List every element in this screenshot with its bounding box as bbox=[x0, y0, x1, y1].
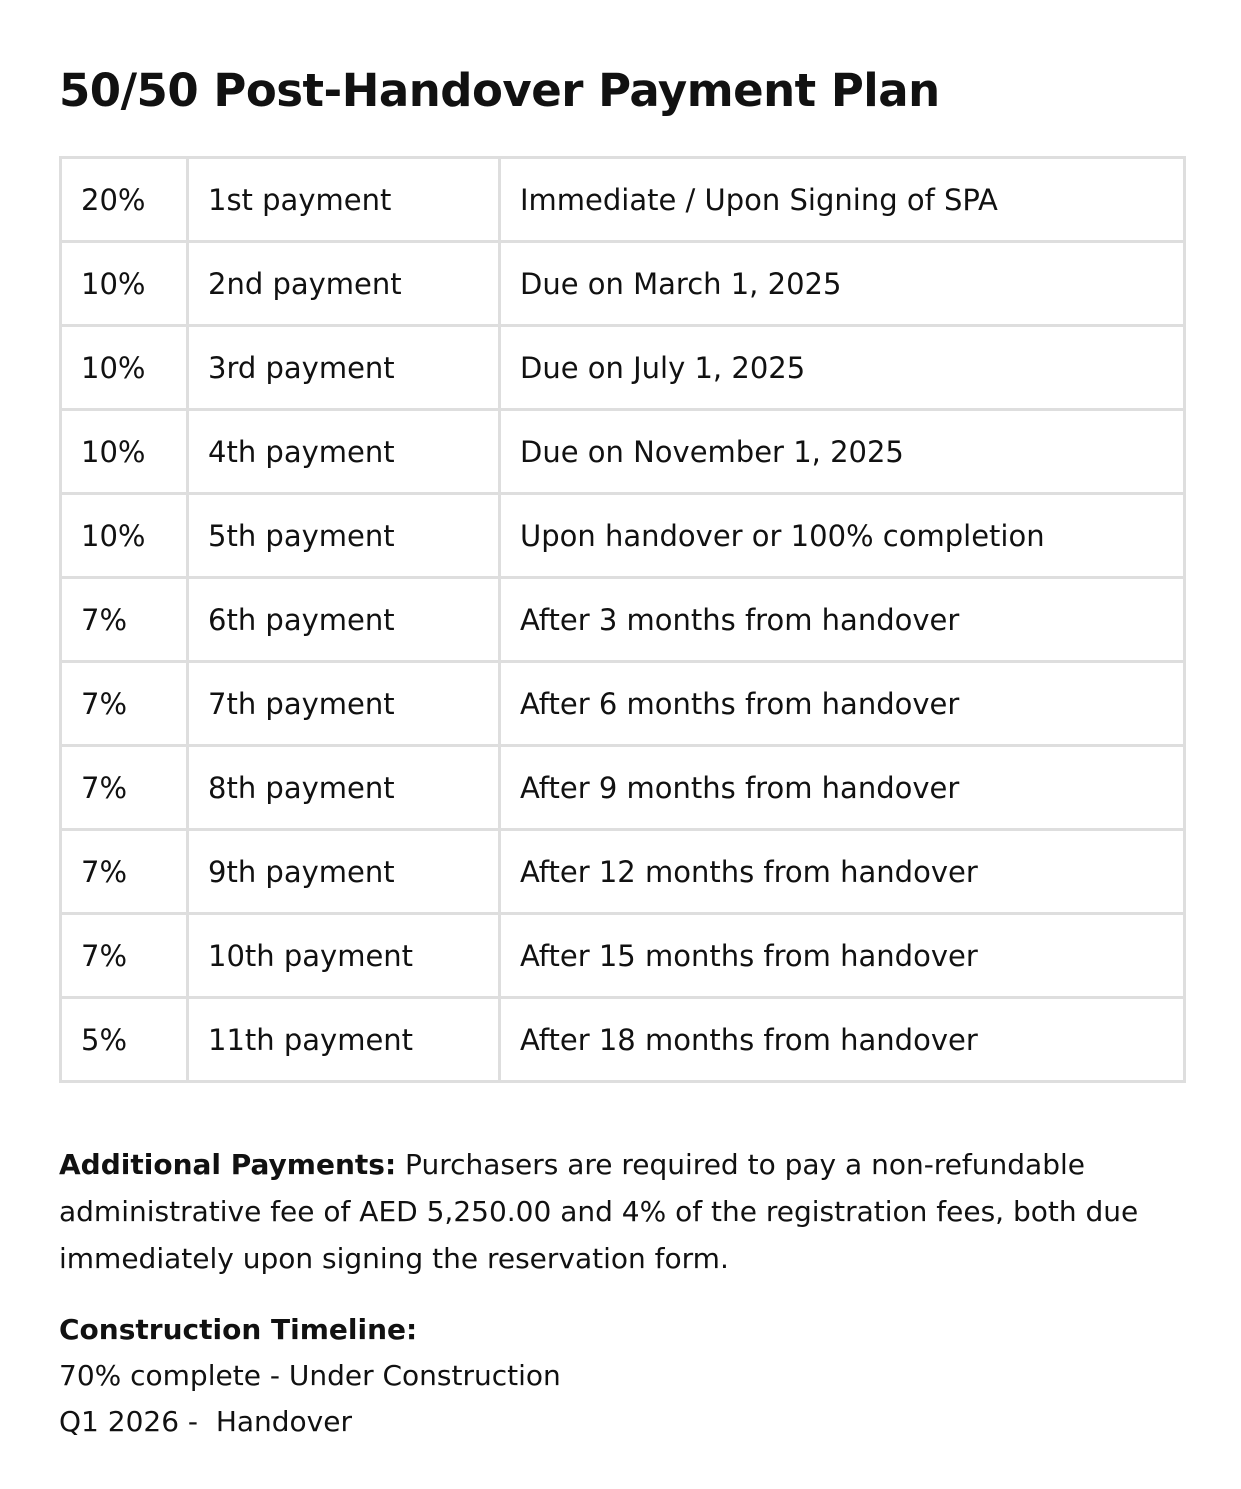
timeline-line-progress: 70% complete - Under Construction bbox=[59, 1359, 561, 1392]
payment-percent-cell: 10% bbox=[61, 326, 188, 410]
payment-percent-cell: 10% bbox=[61, 242, 188, 326]
construction-timeline-heading bbox=[59, 1307, 1183, 1353]
payment-label-cell: 2nd payment bbox=[188, 242, 500, 326]
construction-timeline-heading-text: Construction Timeline: bbox=[59, 1313, 418, 1346]
payment-due-cell: After 3 months from handover bbox=[500, 578, 1185, 662]
notes-section bbox=[59, 1141, 1183, 1445]
additional-payments-heading: Additional Payments: bbox=[59, 1148, 397, 1181]
payment-percent-cell: 20% bbox=[61, 158, 188, 242]
payment-label-cell: 1st payment bbox=[188, 158, 500, 242]
payment-percent-cell: 7% bbox=[61, 830, 188, 914]
payment-due-cell: After 15 months from handover bbox=[500, 914, 1185, 998]
construction-timeline bbox=[59, 1307, 1183, 1445]
payment-due-cell: Due on July 1, 2025 bbox=[500, 326, 1185, 410]
payment-due-cell: After 9 months from handover bbox=[500, 746, 1185, 830]
payment-percent-cell: 5% bbox=[61, 998, 188, 1082]
table-row bbox=[61, 998, 1185, 1082]
payment-due-cell: Immediate / Upon Signing of SPA bbox=[500, 158, 1185, 242]
payment-due-cell: Upon handover or 100% completion bbox=[500, 494, 1185, 578]
table-row bbox=[61, 746, 1185, 830]
payment-schedule-table bbox=[59, 156, 1186, 1083]
table-row bbox=[61, 494, 1185, 578]
payment-label-cell: 9th payment bbox=[188, 830, 500, 914]
payment-label-cell: 3rd payment bbox=[188, 326, 500, 410]
payment-label-cell: 4th payment bbox=[188, 410, 500, 494]
payment-percent-cell: 10% bbox=[61, 410, 188, 494]
payment-percent-cell: 7% bbox=[61, 914, 188, 998]
payment-label-cell: 5th payment bbox=[188, 494, 500, 578]
payment-percent-cell: 7% bbox=[61, 746, 188, 830]
payment-label-cell: 6th payment bbox=[188, 578, 500, 662]
table-row bbox=[61, 158, 1185, 242]
table-row bbox=[61, 662, 1185, 746]
table-row bbox=[61, 578, 1185, 662]
payment-due-cell: Due on March 1, 2025 bbox=[500, 242, 1185, 326]
payment-percent-cell: 7% bbox=[61, 578, 188, 662]
payment-label-cell: 11th payment bbox=[188, 998, 500, 1082]
table-row bbox=[61, 830, 1185, 914]
payment-due-cell: After 6 months from handover bbox=[500, 662, 1185, 746]
table-row bbox=[61, 242, 1185, 326]
additional-payments-text: Purchasers are required to pay a non-refundable administrative fee of AED 5,250.00 and 4% of the registration fees, both due immediately upon signing the reservation form. bbox=[59, 1148, 1139, 1275]
payment-schedule-body bbox=[61, 158, 1185, 1082]
table-row bbox=[61, 914, 1185, 998]
payment-due-cell: After 18 months from handover bbox=[500, 998, 1185, 1082]
payment-label-cell: 7th payment bbox=[188, 662, 500, 746]
page-title: 50/50 Post-Handover Payment Plan bbox=[59, 64, 940, 117]
payment-percent-cell: 7% bbox=[61, 662, 188, 746]
timeline-line-handover: Q1 2026 - Handover bbox=[59, 1405, 352, 1438]
table-row bbox=[61, 410, 1185, 494]
payment-label-cell: 8th payment bbox=[188, 746, 500, 830]
payment-label-cell: 10th payment bbox=[188, 914, 500, 998]
payment-due-cell: Due on November 1, 2025 bbox=[500, 410, 1185, 494]
payment-percent-cell: 10% bbox=[61, 494, 188, 578]
additional-payments-paragraph bbox=[59, 1141, 1183, 1282]
table-row bbox=[61, 326, 1185, 410]
payment-due-cell: After 12 months from handover bbox=[500, 830, 1185, 914]
